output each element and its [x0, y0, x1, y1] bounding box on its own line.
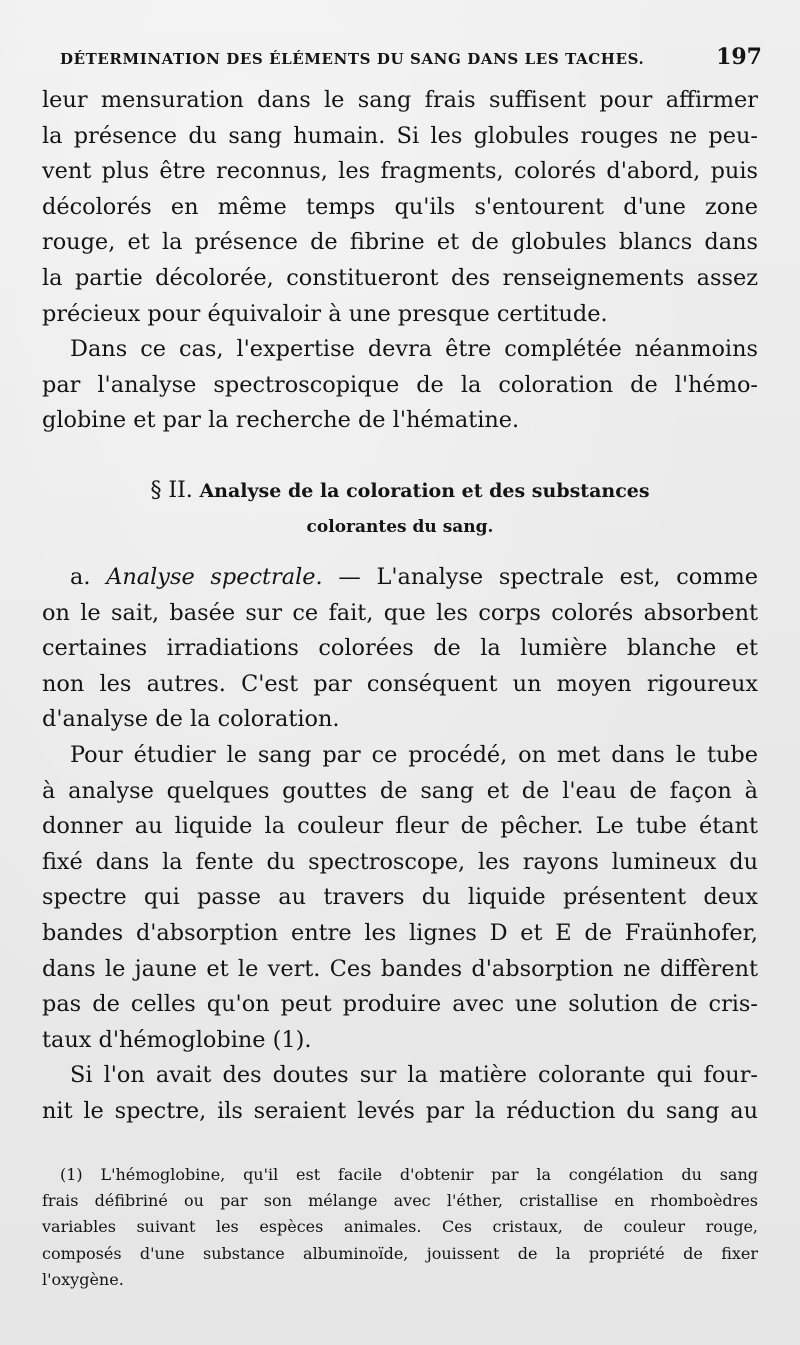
- text-line: bandes d'absorption entre les lignes D et E de Fraünhofer,: [42, 919, 758, 946]
- footnote-line: variables suivant les espèces animales. Ces cristaux, de couleur rouge,: [42, 1217, 758, 1237]
- text-line: leur mensuration dans le sang frais suffisent pour affirmer: [42, 87, 758, 113]
- section-heading-line-2: colorantes du sang.: [306, 517, 494, 537]
- text-line: d'analyse de la coloration.: [42, 706, 340, 733]
- footnote: [42, 1162, 758, 1293]
- text-line: décolorés en même temps qu'ils s'entourent d'une zone: [42, 193, 758, 220]
- text-line: pas de celles qu'on peut produire avec une solution de cris-: [42, 991, 758, 1018]
- text-line: fixé dans la fente du spectroscope, les rayons lumineux du: [42, 848, 758, 875]
- text-line: par l'analyse spectroscopique de la coloration de l'hémo-: [42, 371, 758, 398]
- subsection-label: a.: [70, 564, 91, 590]
- text-line: à analyse quelques gouttes de sang et de l'eau de façon à: [42, 777, 758, 804]
- paragraph-block-1: [42, 83, 758, 439]
- text-line: taux d'hémoglobine (1).: [42, 1026, 312, 1053]
- section-heading-line-1: [42, 472, 758, 510]
- text-line: on le sait, basée sur ce fait, que les corps colorés absorbent: [42, 599, 758, 626]
- text-line: la présence du sang humain. Si les globules rouges ne peu-: [42, 122, 758, 149]
- subsection-lead-text: — L'analyse spectrale est, comme: [322, 564, 758, 590]
- text-line: dans le jaune et le vert. Ces bandes d'absorption ne diffèrent: [42, 955, 758, 982]
- footnote-line: frais défibriné ou par son mélange avec l'éther, cristallise en rhomboèdres: [42, 1191, 758, 1211]
- footnote-line: composés d'une substance albuminoïde, jouissent de la propriété de fixer: [42, 1243, 758, 1263]
- paragraph-block-2: [42, 560, 758, 1130]
- text-line: non les autres. C'est par conséquent un moyen rigoureux: [42, 670, 758, 697]
- section-heading: [42, 472, 758, 544]
- text-line: la partie décolorée, constitueront des renseignements assez: [42, 264, 758, 291]
- text-line: spectre qui passe au travers du liquide présentent deux: [42, 884, 758, 911]
- text-line: donner au liquide la couleur fleur de pêcher. Le tube étant: [42, 813, 758, 840]
- text-line: certaines irradiations colorées de la lumière blanche et: [42, 635, 758, 662]
- text-line: Dans ce cas, l'expertise devra être complétée néanmoins: [70, 336, 758, 363]
- section-title-text: Analyse de la coloration et des substances: [199, 480, 650, 502]
- page-number: 197: [716, 44, 762, 70]
- page-header: [60, 44, 762, 76]
- text-line: [42, 560, 758, 596]
- subsection-title: Analyse spectrale.: [106, 564, 323, 590]
- text-line: précieux pour équivaloir à une presque certitude.: [42, 300, 608, 327]
- text-line: nit le spectre, ils seraient levés par la réduction du sang au: [42, 1097, 758, 1124]
- section-sign: § II.: [150, 478, 193, 503]
- footnote-line: l'oxygène.: [42, 1269, 124, 1289]
- text-line: Pour étudier le sang par ce procédé, on met dans le tube: [70, 741, 758, 768]
- text-line: Si l'on avait des doutes sur la matière colorante qui four-: [70, 1062, 758, 1089]
- text-line: vent plus être reconnus, les fragments, colorés d'abord, puis: [42, 158, 758, 185]
- running-head: DÉTERMINATION DES ÉLÉMENTS DU SANG DANS LES TACHES.: [60, 50, 645, 68]
- footnote-line: (1) L'hémoglobine, qu'il est facile d'obtenir par la congélation du sang: [60, 1165, 758, 1184]
- text-line: rouge, et la présence de fibrine et de globules blancs dans: [42, 229, 758, 256]
- text-line: globine et par la recherche de l'hématine.: [42, 407, 520, 434]
